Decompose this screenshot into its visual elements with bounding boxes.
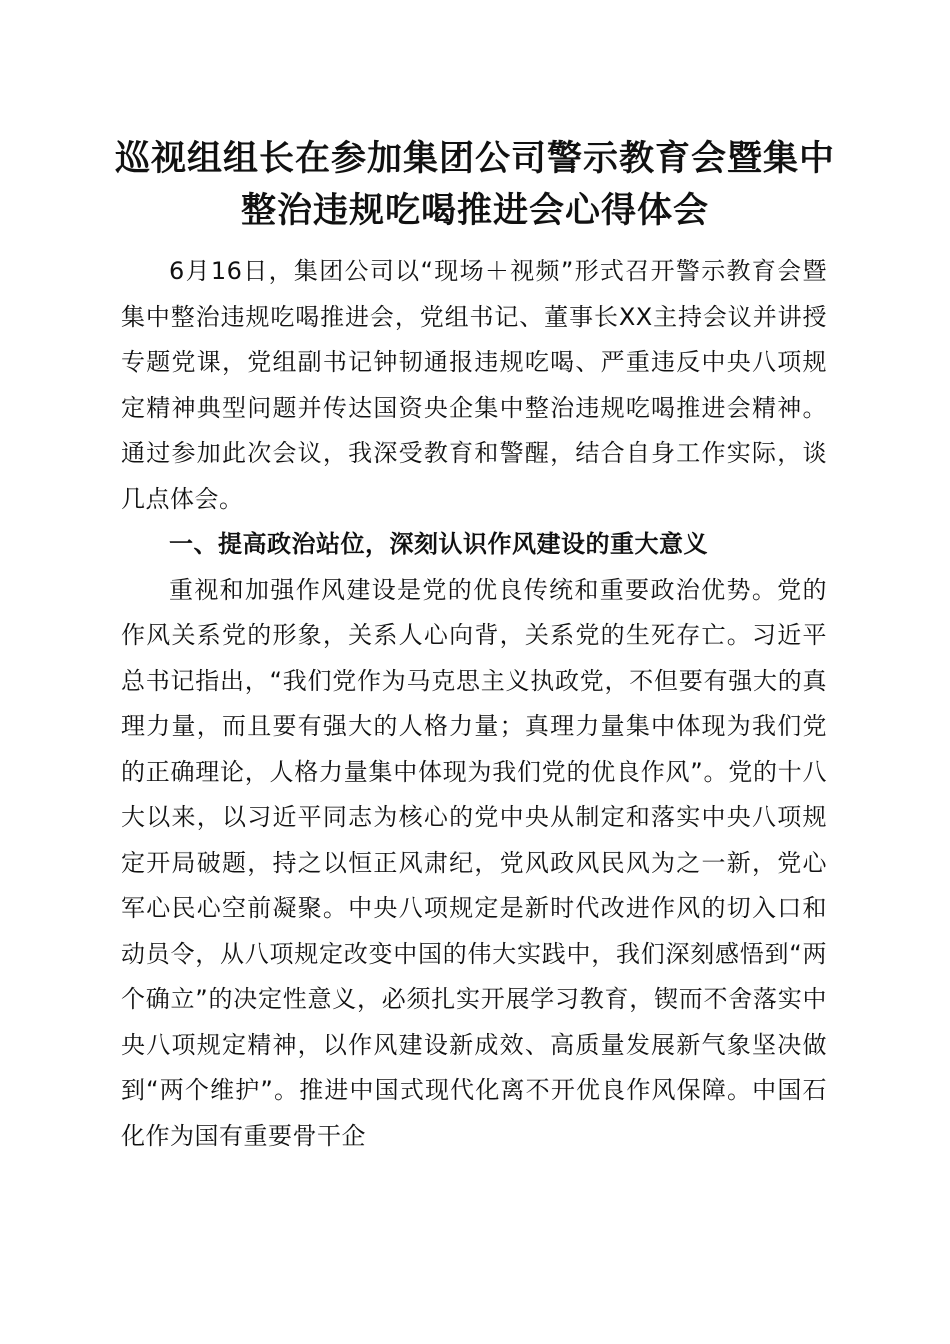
title-line-1: 巡视组组长在参加集团公司警示教育会暨集中 <box>114 138 835 179</box>
section-1-heading: 一、提高政治站位，深刻认识作风建设的重大意义 <box>169 530 708 558</box>
document-body <box>121 249 827 1159</box>
intro-paragraph: 6月16日，集团公司以“现场＋视频”形式召开警示教育会暨集中整治违规吃喝推进会，党组书记、董事长XX主持会议并讲授专题党课，党组副书记钟韧通报违规吃喝、严重违反中央八项规定精神典型问题并传达国资央企集中整治违规吃喝推进会精神。通过参加此次会议，我深受教育和警醒，结合自身工作实际，谈几点体会。 <box>121 257 827 513</box>
title-line-2: 整治违规吃喝推进会心得体会 <box>240 190 709 231</box>
section-1-paragraph: 重视和加强作风建设是党的优良传统和重要政治优势。党的作风关系党的形象，关系人心向背，关系党的生死存亡。习近平总书记指出，“我们党作为马克思主义执政党，不但要有强大的真理力量，而且要有强大的人格力量；真理力量集中体现为我们党的正确理论，人格力量集中体现为我们党的优良作风”。党的十八大以来，以习近平同志为核心的党中央从制定和落实中央八项规定开局破题，持之以恒正风肃纪，党风政风民风为之一新，党心军心民心空前凝聚。中央八项规定是新时代改进作风的切入口和动员令，从八项规定改变中国的伟大实践中，我们深刻感悟到“两个确立”的决定性意义，必须扎实开展学习教育，锲而不舍落实中央八项规定精神，以作风建设新成效、高质量发展新气象坚决做到“两个维护”。推进中国式现代化离不开优良作风保障。中国石化作为国有重要骨干企 <box>121 575 827 1150</box>
document-title <box>100 133 850 237</box>
